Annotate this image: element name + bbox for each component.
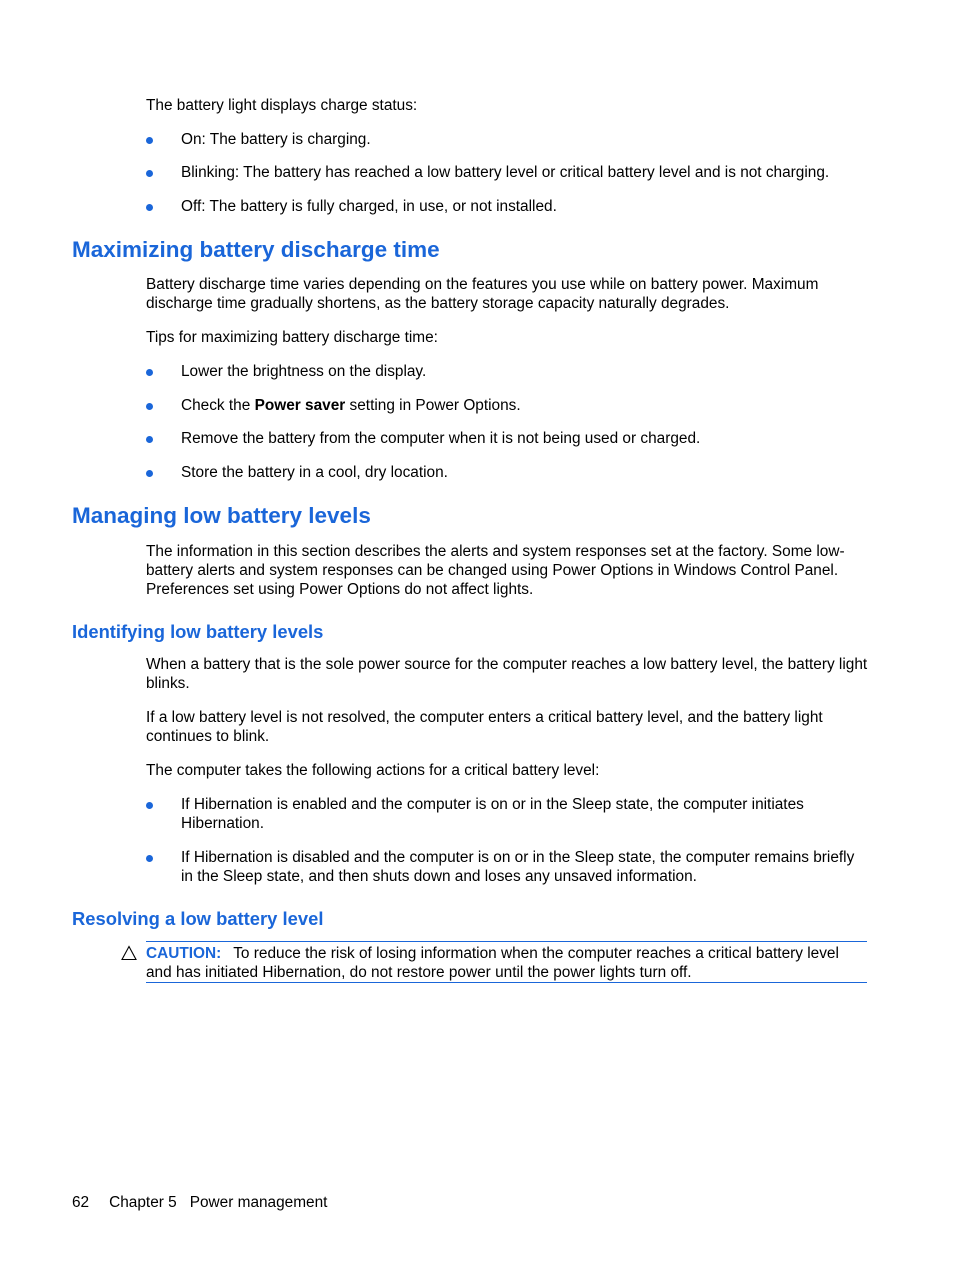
list-item bbox=[181, 396, 870, 415]
page-footer bbox=[72, 1193, 347, 1212]
section-heading-maximizing: Maximizing battery discharge time bbox=[72, 237, 440, 262]
list-item: If Hibernation is disabled and the computer is on or in the Sleep state, the computer remains briefly in the Sleep state, and then shuts down and loses any unsaved information. bbox=[181, 849, 855, 885]
bullet-dot bbox=[146, 369, 153, 376]
list-item: If Hibernation is enabled and the computer is on or in the Sleep state, the computer initiates Hibernation. bbox=[181, 796, 804, 832]
section3-paragraph-1: When a battery that is the sole power source for the computer reaches a low battery level, the battery light blinks. bbox=[146, 656, 868, 692]
section-heading-managing: Managing low battery levels bbox=[72, 503, 371, 528]
bullet-dot bbox=[146, 470, 153, 477]
list-item: Off: The battery is fully charged, in use, or not installed. bbox=[181, 198, 557, 215]
list-item: Blinking: The battery has reached a low battery level or critical battery level and is not charging. bbox=[181, 164, 830, 181]
bullet-dot bbox=[146, 204, 153, 211]
bullet-dot bbox=[146, 403, 153, 410]
bullet-dot bbox=[146, 436, 153, 443]
power-saver-label: Power saver bbox=[254, 397, 346, 414]
warning-triangle-icon bbox=[121, 945, 137, 961]
caution-box bbox=[146, 941, 867, 983]
section1-tips-intro: Tips for maximizing battery discharge time: bbox=[146, 329, 438, 346]
caution-label: CAUTION: bbox=[146, 945, 222, 962]
bullet-dot bbox=[146, 137, 153, 144]
bullet-dot bbox=[146, 170, 153, 177]
intro-paragraph: The battery light displays charge status: bbox=[146, 97, 418, 114]
list-item: On: The battery is charging. bbox=[181, 131, 371, 148]
page-number: 62 bbox=[72, 1194, 90, 1211]
list-item: Remove the battery from the computer when it is not being used or charged. bbox=[181, 430, 701, 447]
list-item-text: Check the bbox=[181, 397, 255, 414]
footer-title: Power management bbox=[189, 1194, 328, 1211]
section3-paragraph-3: The computer takes the following actions for a critical battery level: bbox=[146, 762, 600, 779]
caution-paragraph bbox=[146, 944, 867, 982]
list-item-text: setting in Power Options. bbox=[345, 397, 521, 414]
bullet-dot bbox=[146, 855, 153, 862]
section1-paragraph: Battery discharge time varies depending on the features you use while on battery power. Maximum discharge time gradually shortens, as the battery storage capacity naturally degrades. bbox=[146, 276, 819, 312]
section2-paragraph: The information in this section describes the alerts and system responses set at the factory. Some low-battery alerts and system responses can be changed using Power Options in Windows Control Panel. Preferences set using Power Options do not affect lights. bbox=[146, 543, 845, 598]
footer-chapter: Chapter 5 bbox=[109, 1194, 177, 1211]
section3-paragraph-2: If a low battery level is not resolved, the computer enters a critical battery level, and the battery light continues to blink. bbox=[146, 709, 823, 745]
subsection-heading-identifying: Identifying low battery levels bbox=[72, 621, 324, 642]
list-item: Store the battery in a cool, dry location. bbox=[181, 464, 448, 481]
caution-text: To reduce the risk of losing information when the computer reaches a critical battery level and has initiated Hibernation, do not restore power until the power lights turn off. bbox=[146, 945, 839, 981]
subsection-heading-resolving: Resolving a low battery level bbox=[72, 908, 324, 929]
bullet-dot bbox=[146, 802, 153, 809]
list-item: Lower the brightness on the display. bbox=[181, 363, 427, 380]
